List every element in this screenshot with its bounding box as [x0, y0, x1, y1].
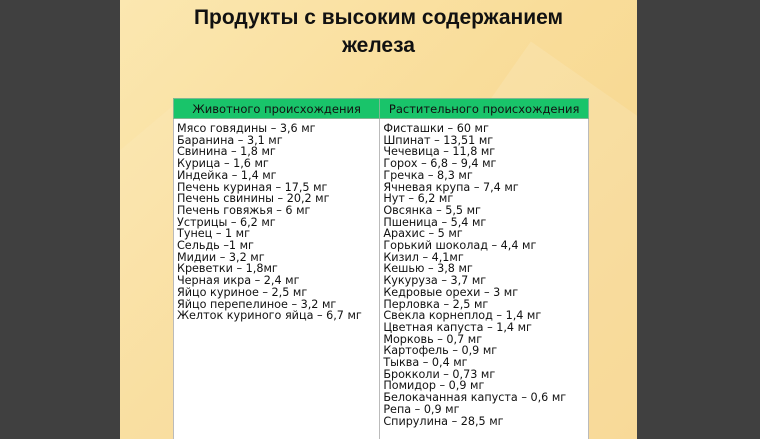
list-item: Кизил – 4,1мг: [383, 250, 464, 264]
page-title-line-2: железа: [342, 34, 415, 57]
list-item: Креветки – 1,8мг: [177, 262, 278, 276]
list-item: Фисташки – 60 мг: [383, 122, 489, 135]
list-item: Мидии – 3,2 мг: [177, 250, 265, 264]
list-item: Печень куриная – 17,5 мг: [177, 180, 328, 194]
table-body-row: [174, 119, 589, 439]
list-item: Репа – 0,9 мг: [383, 402, 460, 416]
list-item: Сельдь –1 мг: [177, 239, 254, 253]
list-item: Печень говяжья – 6 мг: [177, 203, 311, 217]
page-title: [120, 4, 637, 60]
header-animal: Животного происхождения: [174, 99, 380, 119]
list-item: Тыква – 0,4 мг: [383, 356, 468, 370]
list-item: Яйцо куриное – 2,5 мг: [177, 285, 308, 299]
list-item: Перловка – 2,5 мг: [383, 297, 489, 311]
iron-products-table: [173, 98, 589, 439]
list-item: Кешью – 3,8 мг: [383, 262, 473, 276]
list-item: Горох – 6,8 – 9,4 мг: [383, 157, 497, 171]
plant-products-cell: [380, 119, 589, 439]
table-header-row: [174, 99, 589, 119]
document-page: [120, 0, 637, 439]
list-item: Брокколи – 0,73 мг: [383, 367, 496, 381]
list-item: Морковь – 0,7 мг: [383, 332, 483, 346]
list-item: Горький шоколад – 4,4 мг: [383, 239, 537, 253]
list-item: Овсянка – 5,5 мг: [383, 203, 481, 217]
list-item: Белокачанная капуста – 0,6 мг: [383, 391, 567, 405]
list-item: Нут – 6,2 мг: [383, 192, 454, 206]
list-item: Свекла корнеплод – 1,4 мг: [383, 309, 542, 323]
list-item: Яйцо перепелиное – 3,2 мг: [177, 297, 337, 311]
list-item: Свинина – 1,8 мг: [177, 145, 276, 159]
list-item: Пшеница – 5,4 мг: [383, 215, 487, 229]
list-item: Чечевица – 11,8 мг: [383, 145, 496, 159]
list-item: Помидор – 0,9 мг: [383, 379, 485, 393]
list-item: Кукуруза – 3,7 мг: [383, 274, 487, 288]
list-item: Черная икра – 2,4 мг: [177, 274, 300, 288]
list-item: Желток куриного яйца – 6,7 мг: [177, 309, 362, 323]
list-item: Индейка – 1,4 мг: [177, 168, 277, 182]
list-item: Мясо говядины – 3,6 мг: [177, 122, 316, 135]
list-item: Кедровые орехи – 3 мг: [383, 285, 519, 299]
animal-products-cell: [174, 119, 380, 439]
header-plant: Растительного происхождения: [380, 99, 589, 119]
list-item: Картофель – 0,9 мг: [383, 344, 498, 358]
list-item: Цветная капуста – 1,4 мг: [383, 320, 532, 334]
list-item: Арахис – 5 мг: [383, 227, 463, 241]
list-item: Шпинат – 13,51 мг: [383, 133, 494, 147]
list-item: Гречка – 8,3 мг: [383, 168, 473, 182]
list-item: Тунец – 1 мг: [177, 227, 250, 241]
list-item: Ячневая крупа – 7,4 мг: [383, 180, 519, 194]
list-item: Устрицы – 6,2 мг: [177, 215, 276, 229]
list-item: Баранина – 3,1 мг: [177, 133, 283, 147]
page-title-line-1: Продукты с высоким содержанием: [193, 6, 564, 29]
list-item: Спирулина – 28,5 мг: [383, 414, 504, 428]
list-item: Курица – 1,6 мг: [177, 157, 269, 171]
list-item: Печень свинины – 20,2 мг: [177, 192, 330, 206]
